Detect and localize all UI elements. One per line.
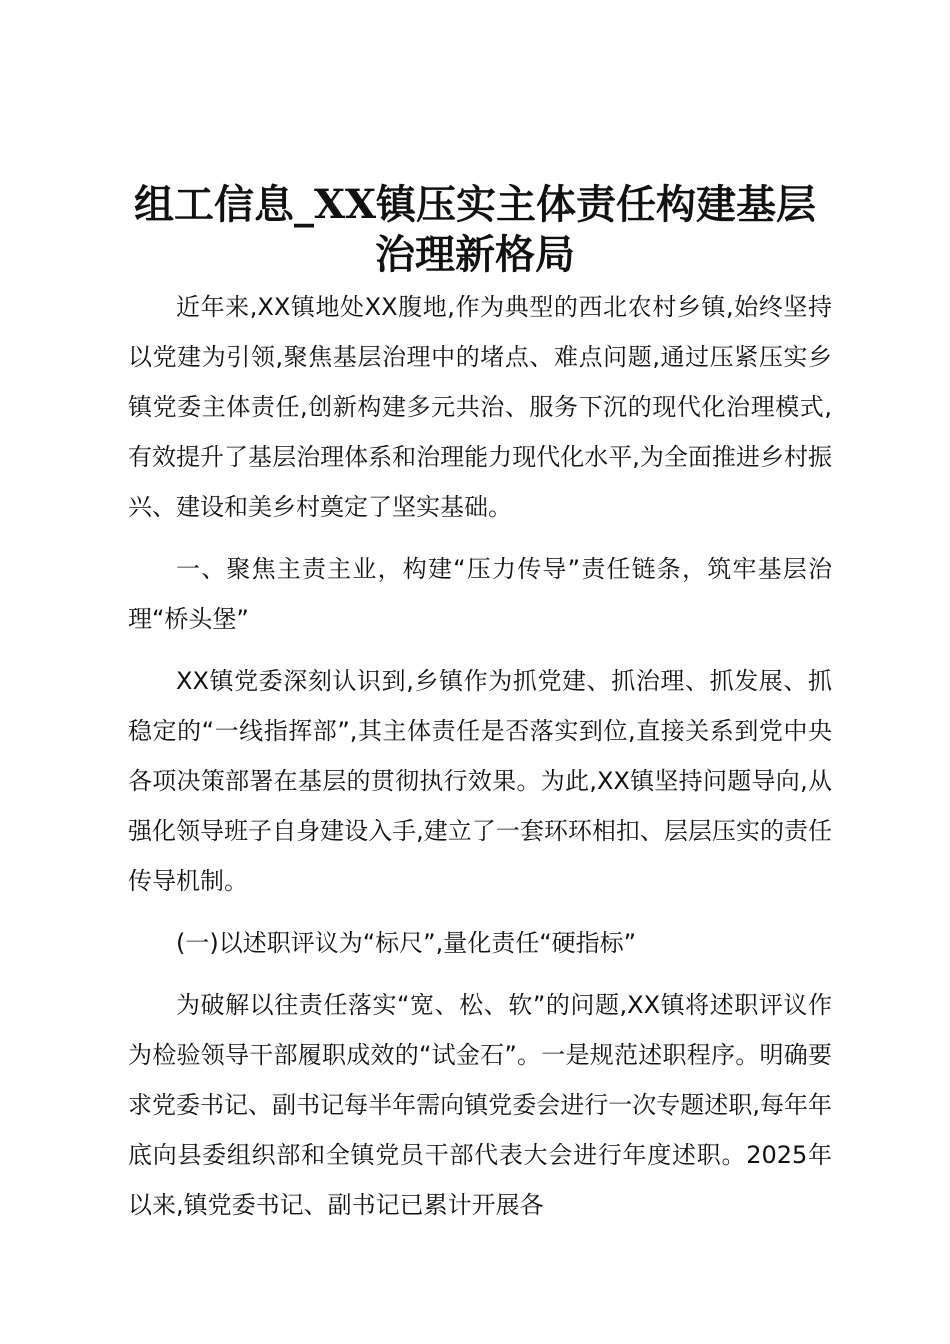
paragraph-section-one: XX镇党委深刻认识到,乡镇作为抓党建、抓治理、抓发展、抓稳定的“一线指挥部”,其主体责任是否落实到位,直接关系到党中央各项决策部署在基层的贯彻执行效果。为此,XX镇坚持问题导向,从强化领导班子自身建设入手,建立了一套环环相扣、层层压实的责任传导机制。 <box>128 667 832 895</box>
subsection-heading-one: (一)以述职评议为“标尺”,量化责任“硬指标” <box>176 929 637 957</box>
document-title: 组工信息_XX镇压实主体责任构建基层治理新格局 <box>133 181 817 278</box>
paragraph-intro: 近年来,XX镇地处XX腹地,作为典型的西北农村乡镇,始终坚持以党建为引领,聚焦基层治理中的堵点、难点问题,通过压紧压实乡镇党委主体责任,创新构建多元共治、服务下沉的现代化治理模式,有效提升了基层治理体系和治理能力现代化水平,为全面推进乡村振兴、建设和美乡村奠定了坚实基础。 <box>128 293 832 521</box>
section-heading-one: 一、聚焦主责主业，构建“压力传导”责任链条，筑牢基层治理“桥头堡” <box>128 555 832 633</box>
document-body <box>128 282 832 1242</box>
paragraph-subsection-one: 为破解以往责任落实“宽、松、软”的问题,XX镇将述职评议作为检验领导干部履职成效的“试金石”。一是规范述职程序。明确要求党委书记、副书记每半年需向镇党委会进行一次专题述职,每年年底向县委组织部和全镇党员干部代表大会进行年度述职。2025年以来,镇党委书记、副书记已累计开展各 <box>128 991 832 1219</box>
